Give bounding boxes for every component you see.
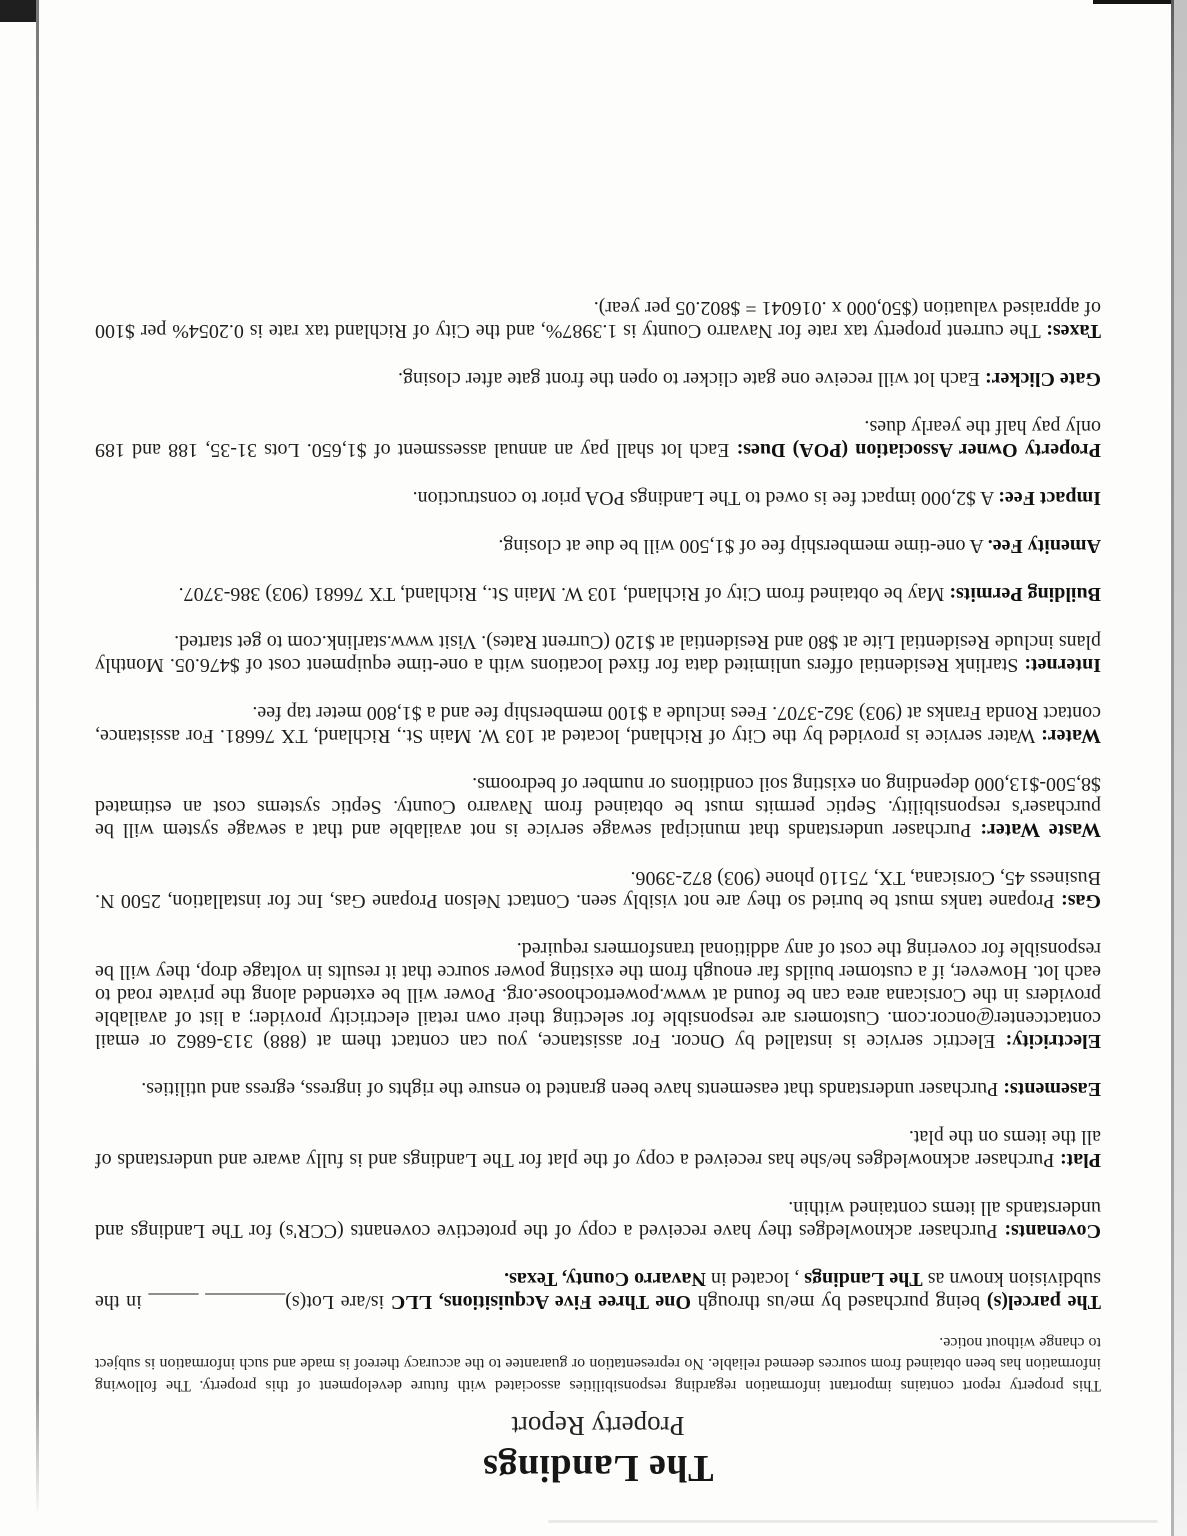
paragraph-poa-dues	[95, 416, 1101, 462]
text-run: Water service is provided by the City of Richland, located at 103 W. Main St., Richland, TX 76681. For assistance, contact Ronda Franks at (903) 362-3707. Fees include a $100 membership fee and a $1,800 meter tap fee.	[95, 702, 1101, 748]
label-internet: Internet:	[1024, 654, 1101, 677]
scan-right-edge-band	[1174, 0, 1187, 1536]
text-run: Electric service is installed by Oncor. For assistance, you can contact them at (888) 313-6862 or email contactcenter@oncor.com. Customers are responsible for selecting their own retail electricity provider; a list of available providers in the Corsicana area can be found at www.powertochoose.org. Power will be extended along the private road to each lot. However, if a customer builds far enough from the existing power source that it results in voltage drop, they will be responsible for covering the cost of any additional transformers required.	[95, 938, 1101, 1053]
page-subtitle: Property Report	[511, 1411, 685, 1441]
label-amenity-fee: Amenity Fee.	[987, 535, 1101, 558]
text-run: Each lot shall pay an annual assessment of $1,650. Lots 31-35, 188 and 189 only pay half the yearly dues.	[94, 416, 1101, 462]
text-run: Each lot will receive one gate clicker to open the front gate after closing.	[397, 368, 985, 391]
label-easements: Easements:	[1003, 1078, 1101, 1101]
text-run: Purchaser acknowledges they have received a copy of the protective covenants (CCR's) for The Landings and understands all items contained within.	[95, 1197, 1101, 1243]
paragraph-taxes	[95, 297, 1101, 343]
label-poa-dues: Property Owner Association (POA) Dues:	[736, 439, 1101, 462]
label-parcel: The Landings	[804, 1268, 923, 1291]
paragraph-internet	[95, 631, 1101, 677]
text-run: May be obtained from City of Richland, 103 W. Main St., Richland, TX 76681 (903) 386-3707.	[178, 583, 950, 606]
paragraph-waste-water	[95, 773, 1101, 842]
label-gate-clicker: Gate Clicker:	[984, 368, 1101, 391]
scan-corner-mark	[0, 0, 38, 22]
title-block	[95, 1406, 1101, 1490]
text-run: being purchased by me/us through	[690, 1291, 987, 1314]
page-title: The Landings	[482, 1447, 714, 1489]
paragraph-parcel	[95, 1268, 1101, 1314]
text-run: Purchaser understands that municipal sewage service is not available and that a sewage system will be purchaser's responsibility. Septic permits must be obtained from Navarro County. Septic systems cost an estimated $8,500-$13,000 depending on existing soil conditions or number of bedrooms.	[94, 773, 1101, 842]
paragraph-water	[95, 702, 1101, 748]
text-run: The current property tax rate for Navarro County is 1.3987%, and the City of Richland tax rate is 0.2054% per $100 of appraised valuation ($50,000 x .016041 = $802.05 per year).	[95, 297, 1101, 343]
paragraph-easements	[95, 1078, 1101, 1101]
label-water: Water:	[1041, 725, 1101, 748]
paragraph-amenity-fee	[95, 535, 1101, 558]
text-run: Propane tanks must be buried so they are not visibly seen. Contact Nelson Propane Gas, Inc for installation, 2500 N. Business 45, Corsicana, TX, 75110 phone (903) 872-3906.	[95, 867, 1101, 913]
text-run: Purchaser understands that easements have been granted to ensure the rights of ingress, egress and utilities.	[141, 1078, 1004, 1101]
disclaimer-text: This property report contains important information regarding responsibilities associated with future development of this property. The following information has been obtained from sources deemed reliable. No representation or guarantee to the accuracy thereof is made and such information is subject to change without notice.	[95, 1334, 1101, 1394]
label-parcel: The parcel(s)	[986, 1291, 1101, 1314]
paragraph-covenants	[95, 1197, 1101, 1243]
label-parcel: One Three Five Acquisitions, LLC	[390, 1291, 691, 1314]
label-parcel: Navarro County, Texas.	[504, 1268, 706, 1291]
paragraph-gas	[95, 867, 1101, 913]
scan-bottom-smudge	[548, 1520, 1158, 1523]
label-impact-fee: Impact Fee:	[998, 487, 1101, 510]
scan-left-edge-line	[36, 0, 39, 1516]
text-run: A $2,000 impact fee is owed to The Landings POA prior to construction.	[412, 487, 999, 510]
paragraph-plat	[95, 1126, 1101, 1172]
text-run: is/are Lot(s)________ _____ in the subdivision known as	[95, 1268, 1101, 1314]
document-body	[95, 297, 1101, 1314]
text-run: , located in	[705, 1268, 805, 1291]
label-electricity: Electricity:	[1005, 1030, 1101, 1053]
label-covenants: Covenants:	[1004, 1220, 1101, 1243]
paragraph-gate-clicker	[95, 368, 1101, 391]
label-gas: Gas:	[1061, 890, 1101, 913]
paragraph-building-permits	[95, 583, 1101, 606]
paragraph-impact-fee	[95, 487, 1101, 510]
label-taxes: Taxes:	[1046, 320, 1101, 343]
text-run: Purchaser acknowledges he/she has received a copy of the plat for The Landings and is fully aware and understands of all the items on the plat.	[95, 1126, 1101, 1172]
label-plat: Plat:	[1059, 1149, 1101, 1172]
paragraph-electricity	[95, 938, 1101, 1053]
label-building-permits: Building Permits:	[949, 583, 1101, 606]
text-run: A one-time membership fee of $1,500 will be due at closing.	[498, 535, 988, 558]
label-waste-water: Waste Water:	[980, 819, 1101, 842]
scan-right-edge-line	[1171, 0, 1174, 1536]
text-run: Starlink Residential offers unlimited data for fixed locations with a one-time equipment cost of $476.05. Monthly plans include Residential Lite at $80 and Residential at $120 (Current Rates). Visit www.starlink.com to get started.	[95, 631, 1101, 677]
